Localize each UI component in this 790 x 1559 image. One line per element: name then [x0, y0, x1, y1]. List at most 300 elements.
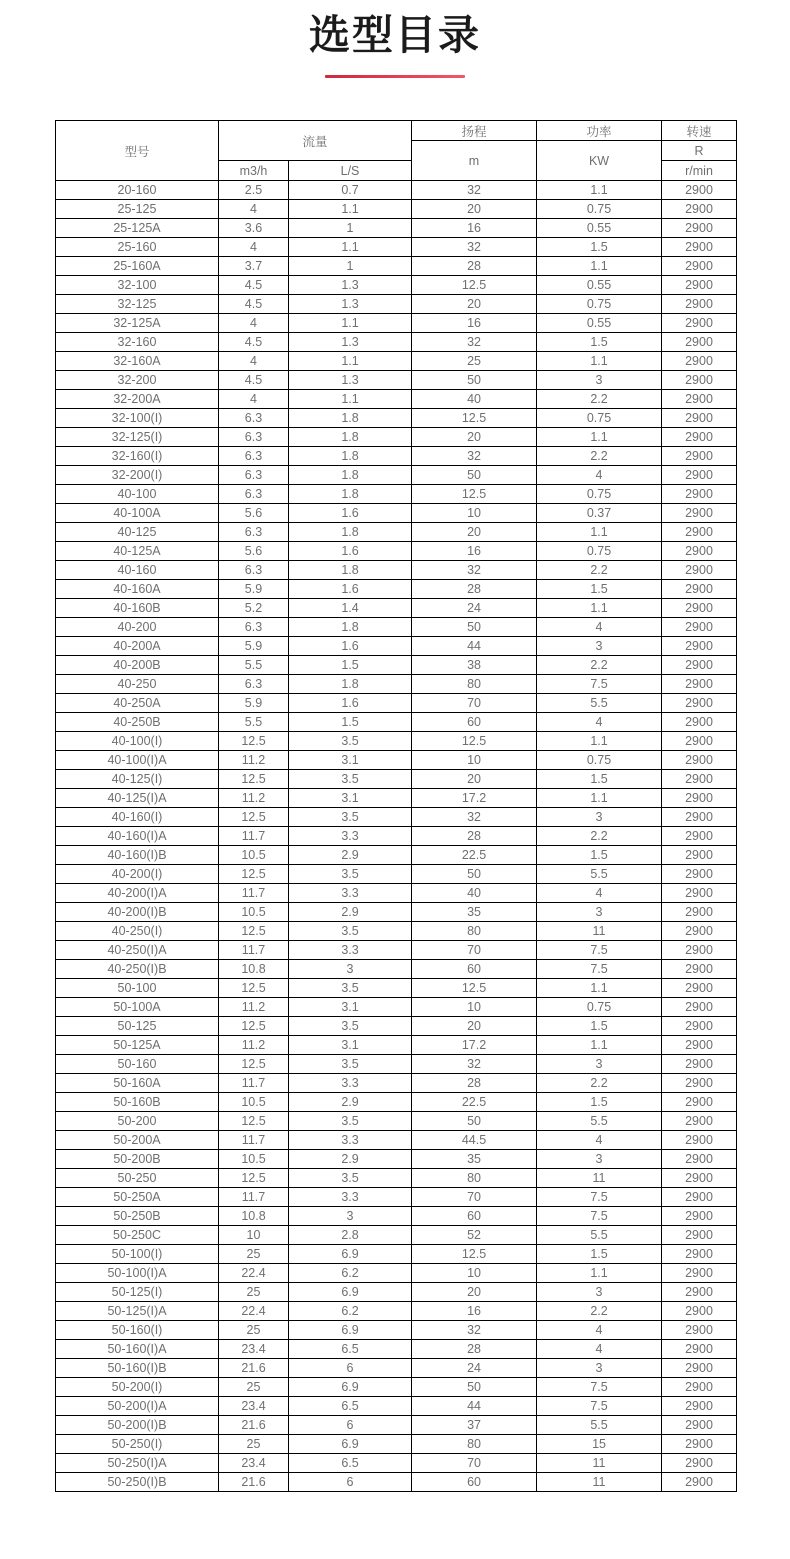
- flow-ls-cell: 1.8: [289, 523, 412, 542]
- power-cell: 1.1: [537, 523, 662, 542]
- header-speed-sub: R: [662, 141, 737, 161]
- table-row: [56, 960, 737, 979]
- flow-ls-cell: 6: [289, 1416, 412, 1435]
- model-cell: 50-250B: [56, 1207, 219, 1226]
- flow-ls-cell: 1.6: [289, 542, 412, 561]
- power-cell: 4: [537, 884, 662, 903]
- flow-m3h-cell: 2.5: [219, 181, 289, 200]
- speed-cell: 2900: [662, 485, 737, 504]
- flow-ls-cell: 3.3: [289, 884, 412, 903]
- head-cell: 20: [412, 428, 537, 447]
- flow-ls-cell: 3.5: [289, 808, 412, 827]
- head-cell: 70: [412, 941, 537, 960]
- power-cell: 0.75: [537, 200, 662, 219]
- head-cell: 12.5: [412, 409, 537, 428]
- speed-cell: 2900: [662, 770, 737, 789]
- table-row: [56, 504, 737, 523]
- flow-ls-cell: 1.3: [289, 333, 412, 352]
- table-row: [56, 1473, 737, 1492]
- speed-cell: 2900: [662, 1093, 737, 1112]
- power-cell: 5.5: [537, 1112, 662, 1131]
- head-cell: 70: [412, 1188, 537, 1207]
- flow-ls-cell: 3.3: [289, 941, 412, 960]
- head-cell: 24: [412, 1359, 537, 1378]
- speed-cell: 2900: [662, 390, 737, 409]
- power-cell: 1.1: [537, 1264, 662, 1283]
- head-cell: 20: [412, 770, 537, 789]
- head-cell: 28: [412, 1340, 537, 1359]
- table-row: [56, 732, 737, 751]
- model-cell: 50-100(I): [56, 1245, 219, 1264]
- flow-m3h-cell: 12.5: [219, 1017, 289, 1036]
- flow-ls-cell: 6.9: [289, 1283, 412, 1302]
- speed-cell: 2900: [662, 276, 737, 295]
- speed-cell: 2900: [662, 238, 737, 257]
- table-row: [56, 1454, 737, 1473]
- flow-m3h-cell: 12.5: [219, 922, 289, 941]
- model-cell: 40-200A: [56, 637, 219, 656]
- table-row: [56, 1169, 737, 1188]
- head-cell: 32: [412, 561, 537, 580]
- flow-m3h-cell: 6.3: [219, 618, 289, 637]
- flow-m3h-cell: 4.5: [219, 276, 289, 295]
- power-cell: 1.1: [537, 428, 662, 447]
- flow-ls-cell: 3.5: [289, 770, 412, 789]
- model-cell: 32-160: [56, 333, 219, 352]
- table-row: [56, 181, 737, 200]
- power-cell: 2.2: [537, 827, 662, 846]
- model-cell: 32-125: [56, 295, 219, 314]
- head-cell: 44: [412, 1397, 537, 1416]
- head-cell: 44: [412, 637, 537, 656]
- flow-m3h-cell: 6.3: [219, 675, 289, 694]
- flow-m3h-cell: 12.5: [219, 808, 289, 827]
- flow-ls-cell: 3.3: [289, 1131, 412, 1150]
- model-cell: 40-160(I): [56, 808, 219, 827]
- model-cell: 32-125A: [56, 314, 219, 333]
- speed-cell: 2900: [662, 1397, 737, 1416]
- flow-m3h-cell: 4: [219, 390, 289, 409]
- head-cell: 12.5: [412, 979, 537, 998]
- header-head: 扬程: [412, 121, 537, 141]
- table-row: [56, 276, 737, 295]
- header-power: 功率: [537, 121, 662, 141]
- head-cell: 12.5: [412, 485, 537, 504]
- model-cell: 50-200(I)B: [56, 1416, 219, 1435]
- flow-m3h-cell: 25: [219, 1435, 289, 1454]
- table-row: [56, 1036, 737, 1055]
- head-cell: 52: [412, 1226, 537, 1245]
- speed-cell: 2900: [662, 295, 737, 314]
- head-cell: 70: [412, 694, 537, 713]
- table-row: [56, 637, 737, 656]
- table-row: [56, 846, 737, 865]
- flow-m3h-cell: 4.5: [219, 295, 289, 314]
- power-cell: 5.5: [537, 1416, 662, 1435]
- table-row: [56, 390, 737, 409]
- flow-ls-cell: 1.6: [289, 694, 412, 713]
- flow-ls-cell: 3.1: [289, 998, 412, 1017]
- speed-cell: 2900: [662, 694, 737, 713]
- head-cell: 20: [412, 1283, 537, 1302]
- flow-m3h-cell: 5.9: [219, 580, 289, 599]
- flow-ls-cell: 1.6: [289, 504, 412, 523]
- power-cell: 1.5: [537, 333, 662, 352]
- head-cell: 32: [412, 333, 537, 352]
- speed-cell: 2900: [662, 941, 737, 960]
- speed-cell: 2900: [662, 1340, 737, 1359]
- head-cell: 20: [412, 1017, 537, 1036]
- flow-m3h-cell: 6.3: [219, 485, 289, 504]
- head-cell: 37: [412, 1416, 537, 1435]
- table-row: [56, 1378, 737, 1397]
- table-row: [56, 1340, 737, 1359]
- speed-cell: 2900: [662, 466, 737, 485]
- power-cell: 3: [537, 637, 662, 656]
- speed-cell: 2900: [662, 181, 737, 200]
- head-cell: 20: [412, 295, 537, 314]
- model-cell: 40-100A: [56, 504, 219, 523]
- table-row: [56, 580, 737, 599]
- table-row: [56, 941, 737, 960]
- flow-m3h-cell: 4: [219, 314, 289, 333]
- head-cell: 28: [412, 827, 537, 846]
- flow-m3h-cell: 11.7: [219, 884, 289, 903]
- flow-m3h-cell: 5.6: [219, 504, 289, 523]
- model-cell: 40-100(I)A: [56, 751, 219, 770]
- table-row: [56, 333, 737, 352]
- flow-ls-cell: 3.5: [289, 1017, 412, 1036]
- model-cell: 40-200(I): [56, 865, 219, 884]
- power-cell: 1.5: [537, 1245, 662, 1264]
- flow-ls-cell: 1.1: [289, 352, 412, 371]
- table-row: [56, 1112, 737, 1131]
- power-cell: 4: [537, 466, 662, 485]
- model-cell: 40-160B: [56, 599, 219, 618]
- flow-m3h-cell: 4.5: [219, 371, 289, 390]
- flow-ls-cell: 1.8: [289, 561, 412, 580]
- power-cell: 1.5: [537, 846, 662, 865]
- table-row: [56, 1359, 737, 1378]
- speed-cell: 2900: [662, 675, 737, 694]
- header-row-1: [56, 121, 737, 141]
- flow-m3h-cell: 10.5: [219, 846, 289, 865]
- flow-m3h-cell: 10.8: [219, 960, 289, 979]
- flow-ls-cell: 1.5: [289, 656, 412, 675]
- model-cell: 50-250C: [56, 1226, 219, 1245]
- power-cell: 1.1: [537, 257, 662, 276]
- power-cell: 4: [537, 1321, 662, 1340]
- power-cell: 3: [537, 903, 662, 922]
- speed-cell: 2900: [662, 371, 737, 390]
- speed-cell: 2900: [662, 789, 737, 808]
- head-cell: 80: [412, 1435, 537, 1454]
- flow-ls-cell: 1.1: [289, 314, 412, 333]
- flow-m3h-cell: 12.5: [219, 1112, 289, 1131]
- table-row: [56, 675, 737, 694]
- table-row: [56, 1321, 737, 1340]
- head-cell: 28: [412, 257, 537, 276]
- head-cell: 40: [412, 884, 537, 903]
- model-cell: 40-100: [56, 485, 219, 504]
- model-cell: 32-100(I): [56, 409, 219, 428]
- header-head-unit: m: [412, 141, 537, 181]
- speed-cell: 2900: [662, 580, 737, 599]
- table-row: [56, 238, 737, 257]
- flow-ls-cell: 3.3: [289, 1074, 412, 1093]
- header-flow: 流量: [219, 121, 412, 161]
- head-cell: 10: [412, 1264, 537, 1283]
- table-row: [56, 1283, 737, 1302]
- model-cell: 32-160(I): [56, 447, 219, 466]
- table-row: [56, 1055, 737, 1074]
- power-cell: 0.75: [537, 295, 662, 314]
- table-row: [56, 1264, 737, 1283]
- model-cell: 50-160: [56, 1055, 219, 1074]
- model-cell: 40-125(I)A: [56, 789, 219, 808]
- flow-m3h-cell: 6.3: [219, 409, 289, 428]
- flow-ls-cell: 3.5: [289, 1055, 412, 1074]
- speed-cell: 2900: [662, 1074, 737, 1093]
- model-cell: 40-250(I)B: [56, 960, 219, 979]
- flow-m3h-cell: 22.4: [219, 1264, 289, 1283]
- power-cell: 2.2: [537, 561, 662, 580]
- head-cell: 60: [412, 1473, 537, 1492]
- model-cell: 40-125A: [56, 542, 219, 561]
- flow-m3h-cell: 5.9: [219, 637, 289, 656]
- table-row: [56, 599, 737, 618]
- flow-m3h-cell: 11.2: [219, 1036, 289, 1055]
- flow-m3h-cell: 5.2: [219, 599, 289, 618]
- flow-ls-cell: 3.1: [289, 751, 412, 770]
- model-cell: 40-160A: [56, 580, 219, 599]
- flow-ls-cell: 3.1: [289, 789, 412, 808]
- table-row: [56, 200, 737, 219]
- flow-m3h-cell: 25: [219, 1283, 289, 1302]
- power-cell: 11: [537, 922, 662, 941]
- head-cell: 32: [412, 181, 537, 200]
- model-cell: 40-200B: [56, 656, 219, 675]
- model-cell: 50-160B: [56, 1093, 219, 1112]
- flow-m3h-cell: 21.6: [219, 1416, 289, 1435]
- flow-ls-cell: 1.1: [289, 200, 412, 219]
- speed-cell: 2900: [662, 219, 737, 238]
- model-cell: 25-160: [56, 238, 219, 257]
- flow-ls-cell: 2.8: [289, 1226, 412, 1245]
- head-cell: 25: [412, 352, 537, 371]
- model-cell: 20-160: [56, 181, 219, 200]
- power-cell: 0.55: [537, 276, 662, 295]
- head-cell: 50: [412, 865, 537, 884]
- model-cell: 40-250(I): [56, 922, 219, 941]
- head-cell: 50: [412, 371, 537, 390]
- table-row: [56, 998, 737, 1017]
- head-cell: 50: [412, 1112, 537, 1131]
- speed-cell: 2900: [662, 504, 737, 523]
- power-cell: 1.5: [537, 1093, 662, 1112]
- flow-ls-cell: 1.3: [289, 295, 412, 314]
- power-cell: 5.5: [537, 694, 662, 713]
- speed-cell: 2900: [662, 637, 737, 656]
- table-row: [56, 466, 737, 485]
- head-cell: 35: [412, 1150, 537, 1169]
- flow-m3h-cell: 21.6: [219, 1359, 289, 1378]
- power-cell: 1.1: [537, 1036, 662, 1055]
- header-power-unit: KW: [537, 141, 662, 181]
- flow-m3h-cell: 12.5: [219, 1055, 289, 1074]
- power-cell: 0.75: [537, 751, 662, 770]
- flow-m3h-cell: 6.3: [219, 523, 289, 542]
- speed-cell: 2900: [662, 1283, 737, 1302]
- power-cell: 3: [537, 1359, 662, 1378]
- flow-m3h-cell: 11.2: [219, 751, 289, 770]
- power-cell: 7.5: [537, 941, 662, 960]
- model-cell: 50-160(I): [56, 1321, 219, 1340]
- power-cell: 7.5: [537, 1188, 662, 1207]
- model-cell: 50-200A: [56, 1131, 219, 1150]
- table-row: [56, 789, 737, 808]
- speed-cell: 2900: [662, 1226, 737, 1245]
- flow-ls-cell: 1.8: [289, 485, 412, 504]
- power-cell: 1.1: [537, 979, 662, 998]
- table-row: [56, 1074, 737, 1093]
- speed-cell: 2900: [662, 1188, 737, 1207]
- table-row: [56, 314, 737, 333]
- model-cell: 25-125: [56, 200, 219, 219]
- speed-cell: 2900: [662, 751, 737, 770]
- power-cell: 0.37: [537, 504, 662, 523]
- flow-m3h-cell: 23.4: [219, 1454, 289, 1473]
- speed-cell: 2900: [662, 1055, 737, 1074]
- table-row: [56, 542, 737, 561]
- power-cell: 0.75: [537, 409, 662, 428]
- model-cell: 50-200(I): [56, 1378, 219, 1397]
- speed-cell: 2900: [662, 979, 737, 998]
- model-cell: 50-125: [56, 1017, 219, 1036]
- flow-ls-cell: 3: [289, 1207, 412, 1226]
- model-cell: 40-160(I)A: [56, 827, 219, 846]
- flow-m3h-cell: 11.2: [219, 789, 289, 808]
- head-cell: 40: [412, 390, 537, 409]
- table-row: [56, 618, 737, 637]
- head-cell: 28: [412, 1074, 537, 1093]
- power-cell: 5.5: [537, 865, 662, 884]
- table-header: [56, 121, 737, 181]
- flow-m3h-cell: 6.3: [219, 447, 289, 466]
- speed-cell: 2900: [662, 1416, 737, 1435]
- head-cell: 16: [412, 1302, 537, 1321]
- table-row: [56, 219, 737, 238]
- speed-cell: 2900: [662, 1017, 737, 1036]
- table-body: [56, 181, 737, 1492]
- speed-cell: 2900: [662, 314, 737, 333]
- table-row: [56, 523, 737, 542]
- speed-cell: 2900: [662, 846, 737, 865]
- table-row: [56, 428, 737, 447]
- power-cell: 4: [537, 1340, 662, 1359]
- speed-cell: 2900: [662, 922, 737, 941]
- speed-cell: 2900: [662, 200, 737, 219]
- flow-ls-cell: 0.7: [289, 181, 412, 200]
- model-cell: 50-125(I): [56, 1283, 219, 1302]
- flow-m3h-cell: 3.7: [219, 257, 289, 276]
- flow-ls-cell: 6.9: [289, 1435, 412, 1454]
- table-row: [56, 485, 737, 504]
- flow-m3h-cell: 4: [219, 352, 289, 371]
- header-flow-unit-m3h: m3/h: [219, 161, 289, 181]
- power-cell: 7.5: [537, 960, 662, 979]
- power-cell: 1.5: [537, 1017, 662, 1036]
- power-cell: 1.1: [537, 599, 662, 618]
- model-cell: 32-200(I): [56, 466, 219, 485]
- speed-cell: 2900: [662, 1245, 737, 1264]
- speed-cell: 2900: [662, 257, 737, 276]
- model-cell: 40-160: [56, 561, 219, 580]
- flow-m3h-cell: 11.7: [219, 1131, 289, 1150]
- flow-m3h-cell: 4.5: [219, 333, 289, 352]
- flow-m3h-cell: 22.4: [219, 1302, 289, 1321]
- speed-cell: 2900: [662, 561, 737, 580]
- flow-m3h-cell: 25: [219, 1321, 289, 1340]
- speed-cell: 2900: [662, 1473, 737, 1492]
- speed-cell: 2900: [662, 542, 737, 561]
- model-cell: 50-250A: [56, 1188, 219, 1207]
- power-cell: 11: [537, 1454, 662, 1473]
- head-cell: 60: [412, 1207, 537, 1226]
- speed-cell: 2900: [662, 998, 737, 1017]
- table-row: [56, 884, 737, 903]
- model-cell: 50-160(I)A: [56, 1340, 219, 1359]
- power-cell: 2.2: [537, 656, 662, 675]
- model-cell: 40-125(I): [56, 770, 219, 789]
- model-cell: 25-160A: [56, 257, 219, 276]
- head-cell: 22.5: [412, 1093, 537, 1112]
- flow-m3h-cell: 25: [219, 1378, 289, 1397]
- flow-m3h-cell: 5.9: [219, 694, 289, 713]
- page-title: 选型目录: [309, 12, 481, 58]
- flow-ls-cell: 1.8: [289, 466, 412, 485]
- power-cell: 3: [537, 1150, 662, 1169]
- flow-ls-cell: 3: [289, 960, 412, 979]
- flow-ls-cell: 6: [289, 1359, 412, 1378]
- table-row: [56, 656, 737, 675]
- power-cell: 1.1: [537, 352, 662, 371]
- speed-cell: 2900: [662, 1264, 737, 1283]
- flow-m3h-cell: 21.6: [219, 1473, 289, 1492]
- header-flow-unit-ls: L/S: [289, 161, 412, 181]
- model-cell: 50-250(I)B: [56, 1473, 219, 1492]
- flow-ls-cell: 6.5: [289, 1397, 412, 1416]
- head-cell: 50: [412, 618, 537, 637]
- model-cell: 40-250: [56, 675, 219, 694]
- flow-ls-cell: 1.8: [289, 428, 412, 447]
- model-cell: 32-200A: [56, 390, 219, 409]
- flow-ls-cell: 1: [289, 219, 412, 238]
- model-cell: 50-250: [56, 1169, 219, 1188]
- head-cell: 50: [412, 1378, 537, 1397]
- speed-cell: 2900: [662, 1036, 737, 1055]
- flow-ls-cell: 2.9: [289, 903, 412, 922]
- table-row: [56, 751, 737, 770]
- table-row: [56, 447, 737, 466]
- power-cell: 1.5: [537, 580, 662, 599]
- speed-cell: 2900: [662, 1150, 737, 1169]
- flow-m3h-cell: 4: [219, 238, 289, 257]
- head-cell: 16: [412, 219, 537, 238]
- model-cell: 40-250A: [56, 694, 219, 713]
- head-cell: 80: [412, 675, 537, 694]
- speed-cell: 2900: [662, 960, 737, 979]
